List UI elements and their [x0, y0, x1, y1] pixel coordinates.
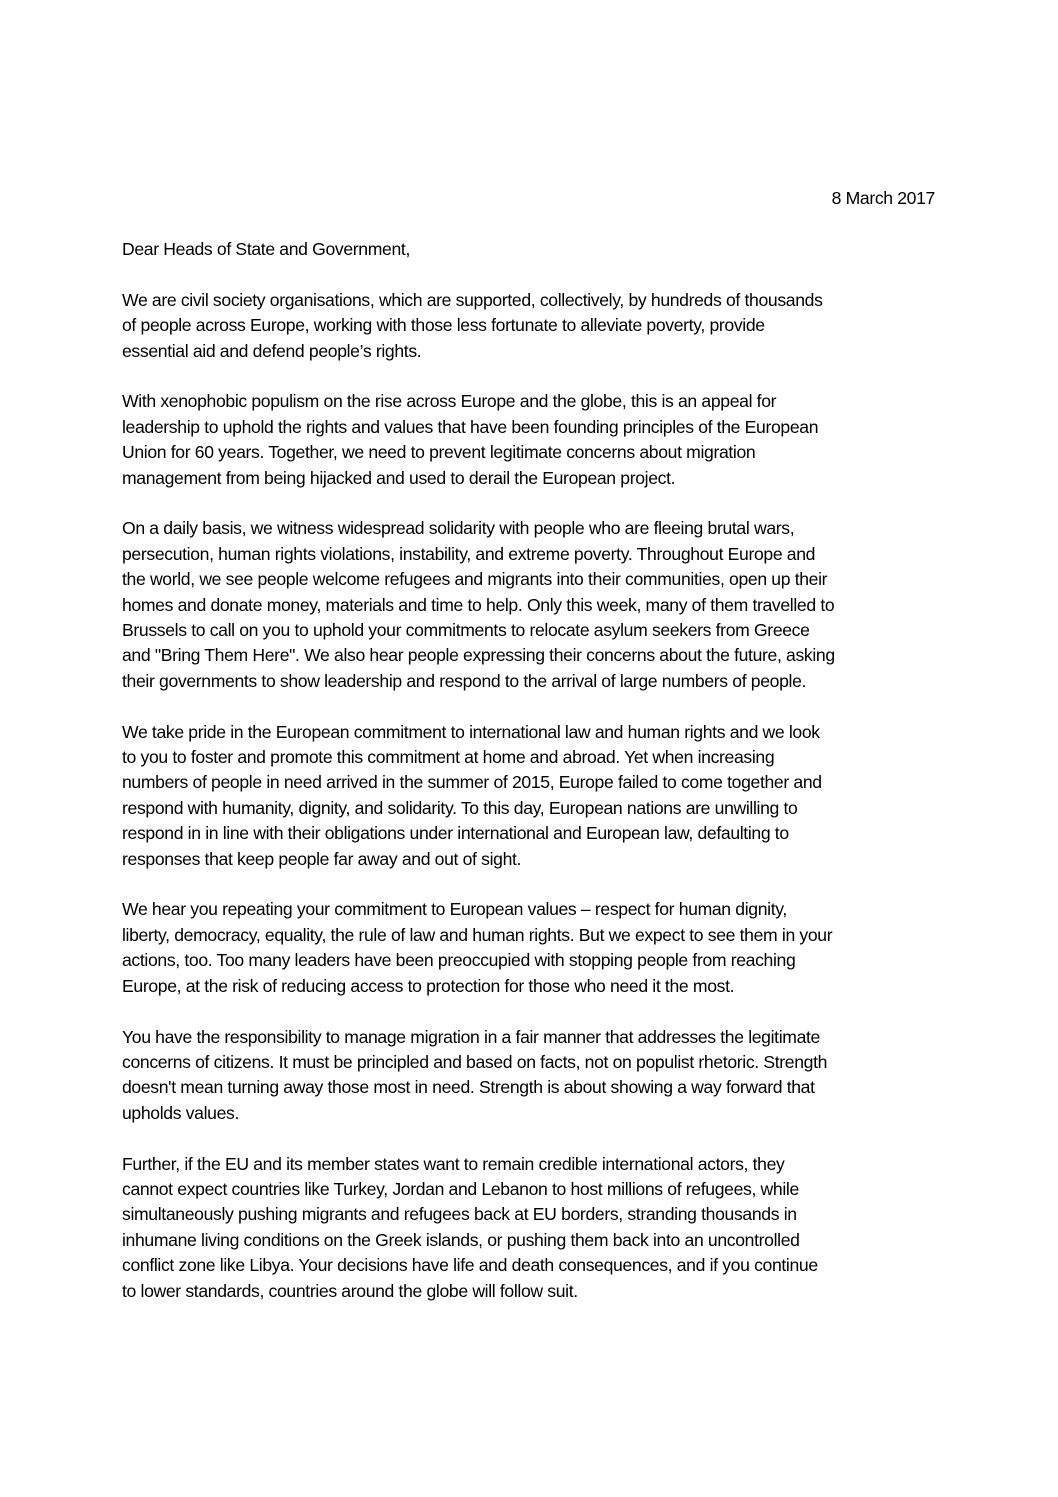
text-line: their governments to show leadership and respond to the arrival of large numbers of people.	[122, 670, 807, 691]
text-line: to lower standards, countries around the globe will follow suit.	[122, 1280, 578, 1301]
text-line: cannot expect countries like Turkey, Jordan and Lebanon to host millions of refugees, while	[122, 1178, 799, 1199]
paragraph-appeal	[122, 389, 942, 491]
text-line: doesn't mean turning away those most in need. Strength is about showing a way forward that	[122, 1077, 815, 1098]
paragraph-values	[122, 897, 942, 999]
salutation: Dear Heads of State and Government,	[122, 239, 410, 259]
text-line: respond with humanity, dignity, and solidarity. To this day, European nations are unwilling to	[122, 797, 798, 818]
letter-body	[122, 237, 942, 1329]
text-line: of people across Europe, working with those less fortunate to alleviate poverty, provide	[122, 315, 765, 336]
paragraph-commitment	[122, 720, 942, 872]
text-line: We are civil society organisations, which are supported, collectively, by hundreds of thousands	[122, 289, 823, 310]
text-line: Brussels to call on you to uphold your commitments to relocate asylum seekers from Greece	[122, 620, 810, 641]
text-line: responses that keep people far away and out of sight.	[122, 848, 522, 869]
text-line: inhumane living conditions on the Greek islands, or pushing them back into an uncontrolled	[122, 1229, 800, 1250]
text-line: respond in in line with their obligations under international and European law, defaulting to	[122, 823, 789, 844]
text-line: to you to foster and promote this commitment at home and abroad. Yet when increasing	[122, 747, 775, 768]
text-line: actions, too. Too many leaders have been preoccupied with stopping people from reaching	[122, 950, 796, 971]
text-line: management from being hijacked and used to derail the European project.	[122, 467, 676, 488]
text-line: simultaneously pushing migrants and refugees back at EU borders, stranding thousands in	[122, 1204, 797, 1225]
text-line: upholds values.	[122, 1102, 240, 1123]
letter-date: 8 March 2017	[831, 188, 935, 208]
text-line: On a daily basis, we witness widespread solidarity with people who are fleeing brutal wars,	[122, 518, 795, 539]
text-line: We take pride in the European commitment to international law and human rights and we look	[122, 721, 820, 742]
text-line: We hear you repeating your commitment to European values – respect for human dignity,	[122, 899, 787, 920]
text-line: Further, if the EU and its member states want to remain credible international actors, they	[122, 1153, 785, 1174]
text-line: the world, we see people welcome refugees and migrants into their communities, open up their	[122, 569, 828, 590]
paragraph-membership	[122, 288, 942, 364]
text-line: and "Bring Them Here". We also hear people expressing their concerns about the future, asking	[122, 645, 835, 666]
text-line: You have the responsibility to manage migration in a fair manner that addresses the legitimate	[122, 1026, 820, 1047]
paragraph-credibility	[122, 1152, 942, 1304]
text-line: concerns of citizens. It must be principled and based on facts, not on populist rhetoric. Strength	[122, 1051, 828, 1072]
text-line: liberty, democracy, equality, the rule of law and human rights. But we expect to see them in your	[122, 924, 833, 945]
paragraph-solidarity	[122, 516, 942, 694]
text-line: Union for 60 years. Together, we need to prevent legitimate concerns about migration	[122, 442, 756, 463]
text-line: With xenophobic populism on the rise across Europe and the globe, this is an appeal for	[122, 391, 777, 412]
text-line: numbers of people in need arrived in the summer of 2015, Europe failed to come together and	[122, 772, 822, 793]
paragraph-responsibility	[122, 1025, 942, 1127]
text-line: essential aid and defend people’s rights.	[122, 340, 422, 361]
text-line: Europe, at the risk of reducing access to protection for those who need it the most.	[122, 975, 735, 996]
text-line: conflict zone like Libya. Your decisions have life and death consequences, and if you continue	[122, 1255, 818, 1276]
text-line: homes and donate money, materials and time to help. Only this week, many of them travelled to	[122, 594, 835, 615]
text-line: persecution, human rights violations, instability, and extreme poverty. Throughout Europe and	[122, 543, 816, 564]
text-line: leadership to uphold the rights and values that have been founding principles of the European	[122, 416, 819, 437]
